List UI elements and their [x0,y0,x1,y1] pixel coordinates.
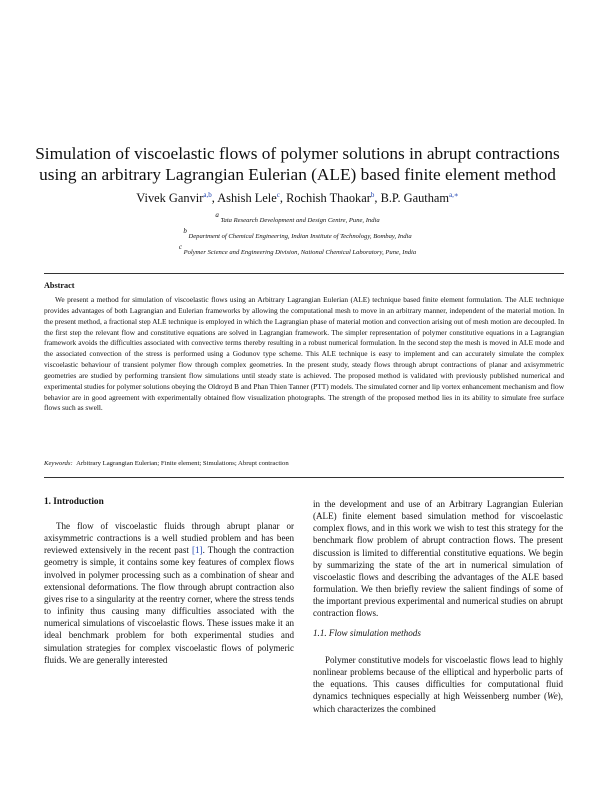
weissenberg-symbol: We [546,691,558,702]
keywords-line [44,460,289,467]
affiliation [60,226,535,242]
keywords-label: Keywords: [44,460,73,467]
abstract-heading: Abstract [44,281,75,290]
right-column-paragraph-2 [313,654,563,715]
author-name: Ashish Lele [217,191,277,205]
intro-text-1: The flow of viscoelastic fluids through abrupt planar or axisymmetric contractions is a well studied problem and has been reviewed extensively in the recent past [44,521,294,556]
paper-title: Simulation of viscoelastic flows of polymer solutions in abrupt contractions using an arbitrary Lagrangian Eulerian (ALE) based finite element method [35,144,560,184]
keywords-text: Arbitrary Lagrangian Eulerian; Finite element; Simulations; Abrupt contraction [76,460,289,467]
subsection-heading: 1.1. Flow simulation methods [313,628,421,638]
author-affiliation-mark[interactable]: b [370,191,375,199]
author-list: Vivek Ganvir$^{a,b}$, Ashish Lele$^c$, Rochish Thaokar$^b$, B.P. Gautham$^{a,∗}$ [136,191,459,205]
author-affiliation-mark[interactable]: a,∗ [449,191,459,199]
affiliation-text: Polymer Science and Engineering Division, National Chemical Laboratory, Pune, India [181,249,417,257]
affiliation-mark: a [215,211,219,219]
affiliation [60,242,535,258]
author-affiliation-mark[interactable]: c [276,191,280,199]
p2-text-2: ), which characterizes the combined [313,691,563,714]
affiliation-mark: c [178,243,182,252]
top-rule [44,273,564,274]
right-column-paragraph-1: in the development and use of an Arbitrary Lagrangian Eulerian (ALE) finite element based simulation method for viscoelastic complex flows, and in this work we wish to test this strategy for the benchmark flow problem of abrupt contraction flows. The present discussion is limited to differential constitutive equations. We begin by summarizing the state of the art in numerical simulation of viscoelastic flows and describing the advantages of the ALE based formulation. We then briefly review the salient findings of some of the important previous experimental and numerical studies on abrupt contraction flows. [313,499,563,619]
affiliation-mark: b [183,227,187,236]
author-name: Vivek Ganvir [136,191,204,205]
section-heading-introduction: 1. Introduction [44,497,104,507]
intro-text-2: . Though the contraction geometry is simple, it contains some key features of complex flows involved in polymer processing such as a combination of shear and extensional deformations. The flow through abrupt contraction also gives rise to a singularity at the reentry corner, where the stress tends to infinity thus causing many difficulties associated with the numerical simulations of viscoelastic flows. These issues make it an ideal benchmark problem for both experimental studies and simulation strategies for complex viscoelastic flows of polymeric fluids. We are generally interested [44,545,294,665]
author-name: B.P. Gautham [380,191,450,205]
abstract-text: We present a method for simulation of viscoelastic flows using an Arbitrary Lagrangian Eulerian (ALE) technique based finite element formulation. The ALE technique provides advantages of both Lagrangian and Eulerian frameworks by allowing the computational mesh to move in an arbitrary manner, independent of the material motion. In the present method, a fractional step ALE technique is employed in which the Lagrangian phase of material motion and convection arising out of mesh motion are decoupled. In the first step the relevant flow and constitutive equations are solved in Lagrangian framework. The simpler representation of polymer constitutive equations in a Lagrangian framework avoids the difficulties associated with convective terms thereby resulting in a robust numerical formulation. In the second step the mesh is moved in ALE mode and the associated convection of the stress is performed using a Godunov type scheme. This ALE technique is easy to implement and can accurately simulate the complex viscoelastic behaviour of transient polymer flow through complex geometries. In the present study, steady flows through abrupt contractions of planar and axisymmetric geometries are studied by performing transient flow simulations until steady state is achieved. The proposed method is validated with previously published numerical and experimental studies for polymer solutions obeying the Oldroyd B and Phan Thien Tanner (PTT) models. The simulated corner and lip vortex enhancement mechanism and flow behavior are in good agreement with experimentally obtained flow visualization photographs. The strength of the proposed method lies in its ability to simulate free surface flows such as swell. [44,295,564,413]
p2-text-1: Polymer constitutive models for viscoelastic flows lead to highly nonlinear problems because of the elliptical and hyperbolic parts of the equations. This causes difficulties for computational fluid dynamics techniques especially at high Weissenberg number ( [313,655,563,702]
citation-link[interactable]: [1] [192,545,203,556]
author-affiliation-mark[interactable]: a,b [203,191,212,199]
intro-paragraph [44,520,294,666]
affiliation-text: Tata Research Development and Design Centre, Pune, India [218,217,380,224]
affiliation-text: Department of Chemical Engineering, Indian Institute of Technology, Bombay, India [186,233,412,241]
affiliation [60,210,535,226]
author-name: Rochish Thaokar [286,191,371,205]
bottom-rule [44,477,564,478]
affiliation-list [60,210,535,259]
